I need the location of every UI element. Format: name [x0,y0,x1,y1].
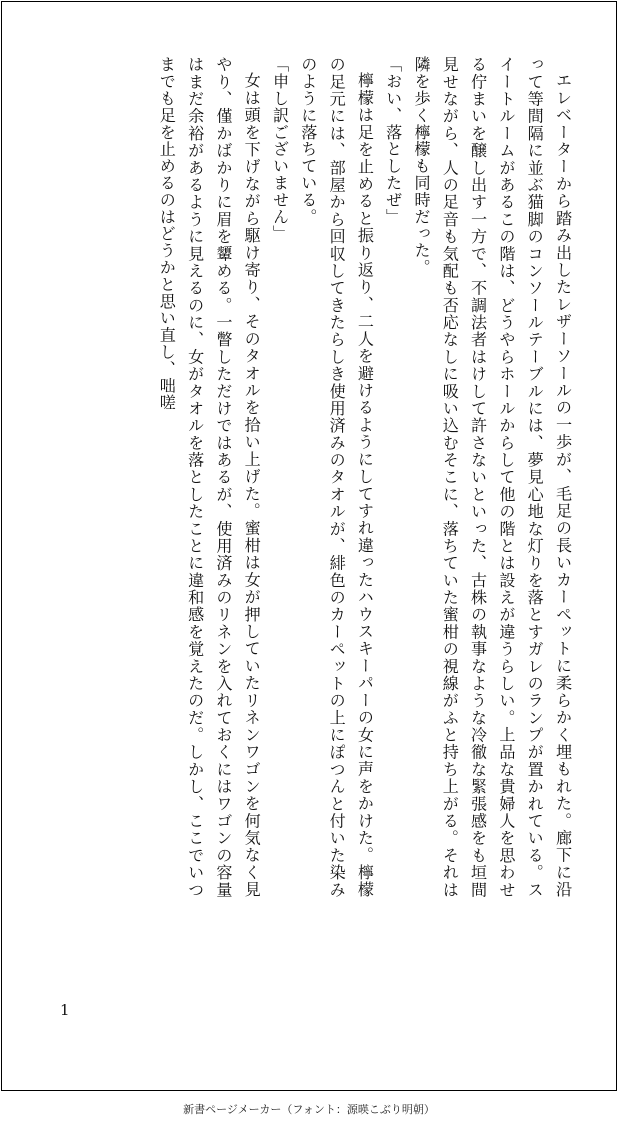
paragraph-narration-1: エレベーターから踏み出したレザーソールの一歩が、毛足の長いカーペットに柔らかく埋もれた。廊下に沿って等間隔に並ぶ猫脚のコンソールテーブルには、夢見心地な灯りを落とすガレのランプが置かれている。スイートルームがあるこの階は、どうやらホールからして他の階とは設えが違うらしい。上品な貴婦人を思わせる佇まいを醸し出す一方で、不調法者はけして許さないといった、古株の執事なような冷徹な緊張感をも垣間見せながら、人の足音も気配も否応なしに吸い込むそこに、落ちていた蜜柑の視線がふと持ち上がる。それは隣を歩く檸檬も同時だった。 [411,56,572,898]
paragraph-narration-3: 女は頭を下げながら駆け寄り、そのタオルを拾い上げた。蜜柑は女が押していたリネンワゴンを何気なく見やり、僅かばかりに眉を顰める。一瞥しただけではあるが、使用済みのリネンを入れておくにはワゴンの容量はまだ余裕があるように見えるのに、女がタオルを落としたことに違和感を覚えたのだ。しかし、ここでいつまでも足を止めるのはどうかと思い直し、咄嗟 [156,56,261,898]
paragraph-dialog-1: 「おい、落としたぜ」 [383,56,403,225]
footer-credit: 新書ページメーカー（フォント：源暎こぶり明朝） [183,1103,435,1116]
page [1,1,617,1091]
paragraph-dialog-2: 「申し訳ございません」 [270,56,290,242]
paragraph-narration-2: 檸檬は足を止めると振り返り、二人を避けるようにしてすれ違ったハウスキーパーの女に声をかけた。檸檬の足元には、部屋から回収してきたらしき使用済みのタオルが、緋色のカーペットの上にぽつんと付いた染みのように落ちている。 [298,56,374,898]
page-number: 1 [60,1001,70,1019]
vertical-text-block [36,56,576,898]
